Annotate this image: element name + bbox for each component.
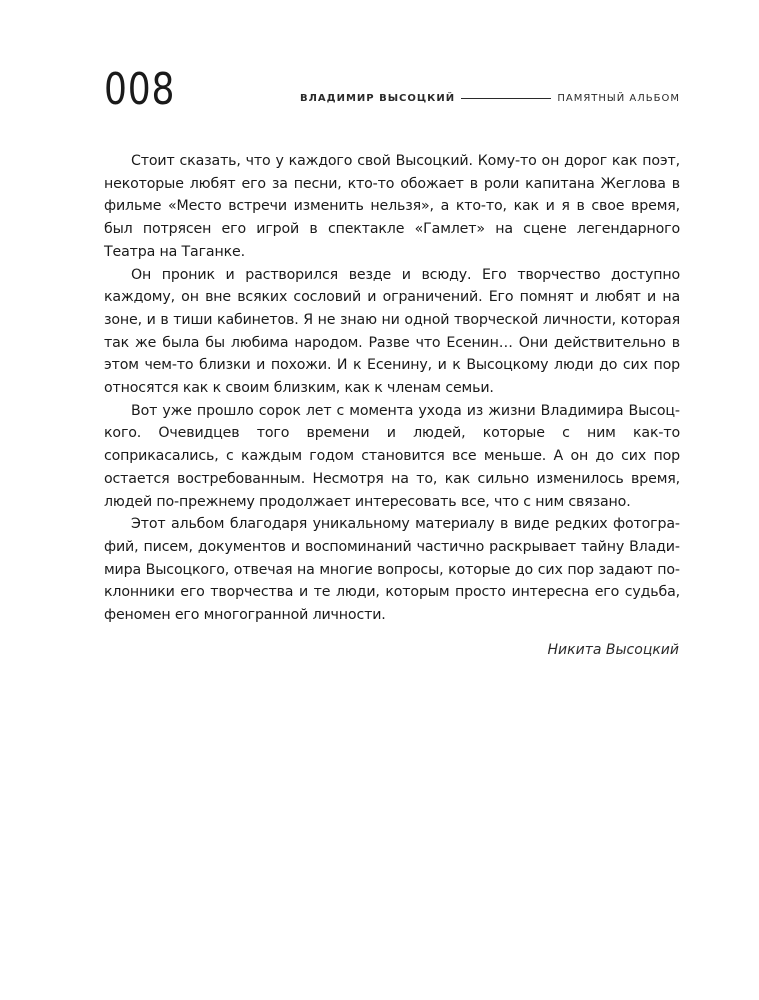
running-head	[300, 93, 680, 104]
author-name: ВЛАДИМИР ВЫСОЦКИЙ	[300, 93, 456, 104]
paragraph-3: Вот уже прошло сорок лет с момента ухода из жизни Владимира Высоцкого. Очевидцев того времени и людей, которые с ним как-то соприкасались, с каждым годом становится все меньше. А он до сих пор остается востребованным. Несмотря на то, как сильно изменилось время, людей по-прежнему продолжает интересовать все, что с ним связано.	[104, 402, 680, 510]
paragraph-2: Он проник и растворился везде и всюду. Его творчество доступно каждому, он вне всяких сословий и ограничений. Его помнят и любят и на зоне, и в тиши кабинетов. Я не знаю ни одной творческой личности, которая так же была бы любима народом. Разве что Есенин… Они действительно в этом чем-то близки и похожи. И к Есенину, и к Высоцкому люди до сих пор относятся как к своим близким, как к членам семьи.	[104, 266, 680, 397]
body-text	[104, 150, 680, 627]
header-divider-rule	[461, 98, 551, 99]
page-number: 008	[104, 64, 176, 115]
author-signature: Никита Высоцкий	[547, 642, 679, 658]
book-title: ПАМЯТНЫЙ АЛЬБОМ	[557, 93, 680, 104]
paragraph-4: Этот альбом благодаря уникальному материалу в виде редких фотографий, писем, документов и воспоминаний частично раскрывает тайну Владимира Высоцкого, отвечая на многие вопросы, которые до сих пор задают поклонники его творчества и те люди, которым просто интересна его судьба, феномен его многогранной личности.	[104, 516, 680, 624]
paragraph-1: Стоит сказать, что у каждого свой Высоцкий. Кому-то он дорог как поэт, некоторые любят его за песни, кто-то обожает в роли капитана Жеглова в фильме «Место встречи изменить нельзя», а кто-то, как и я в свое время, был потрясен его игрой в спектакле «Гамлет» на сцене легендарного Театра на Таганке.	[104, 153, 680, 260]
